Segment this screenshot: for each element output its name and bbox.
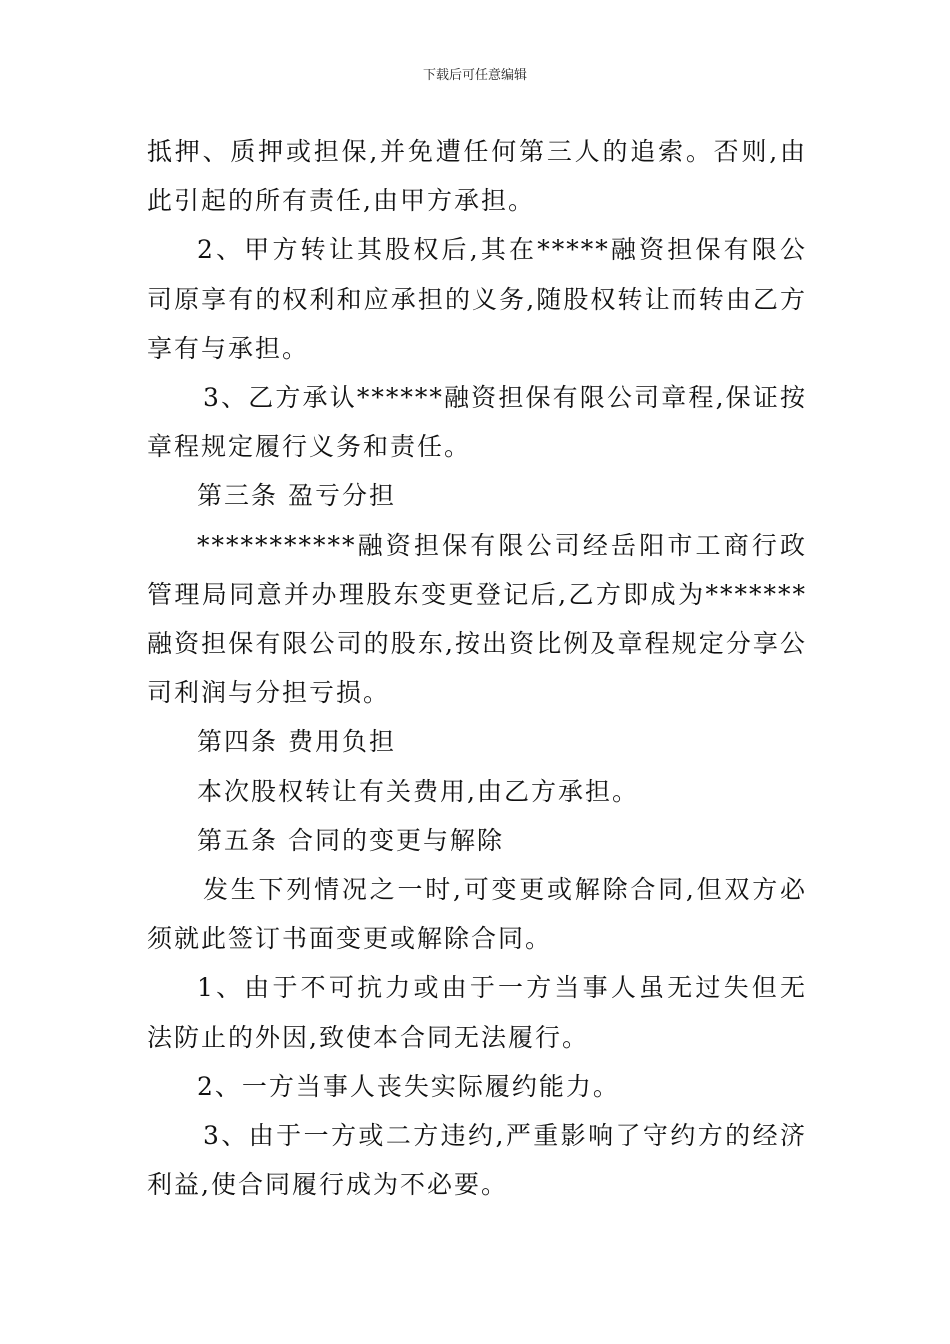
paragraph-item-3-charter-acceptance: 3、乙方承认******融资担保有限公司章程,保证按章程规定履行义务和责任。 <box>147 383 807 462</box>
section-heading-article-5: 第五条 合同的变更与解除 <box>197 825 504 855</box>
page-header-note: 下载后可任意编辑 <box>422 68 527 83</box>
paragraph-profit-loss-sharing: ***********融资担保有限公司经岳阳市工商行政管理局同意并办理股东变更登记后,乙方即成为*******融资担保有限公司的股东,按出资比例及章程规定分享公司利润与分担亏损。 <box>147 530 807 708</box>
paragraph-condition-1-force-majeure: 1、由于不可抗力或由于一方当事人虽无过失但无法防止的外因,致使本合同无法履行。 <box>147 973 807 1052</box>
paragraph-item-2-rights-transfer: 2、甲方转让其股权后,其在*****融资担保有限公司原享有的权利和应承担的义务,随股权转让而转由乙方享有与承担。 <box>147 235 807 363</box>
section-heading-article-4: 第四条 费用负担 <box>197 727 396 757</box>
paragraph-fee-burden: 本次股权转让有关费用,由乙方承担。 <box>197 776 639 806</box>
document-body <box>147 127 807 1209</box>
paragraph-change-termination-conditions: 发生下列情况之一时,可变更或解除合同,但双方必须就此签订书面变更或解除合同。 <box>147 875 807 954</box>
paragraph-condition-2-incapacity: 2、一方当事人丧失实际履约能力。 <box>197 1071 620 1101</box>
section-heading-article-3: 第三条 盈亏分担 <box>197 481 396 511</box>
paragraph-condition-3-breach: 3、由于一方或二方违约,严重影响了守约方的经济利益,使合同履行成为不必要。 <box>147 1121 807 1200</box>
paragraph-guarantee-clause: 抵押、质押或担保,并免遭任何第三人的追索。否则,由此引起的所有责任,由甲方承担。 <box>147 137 807 216</box>
